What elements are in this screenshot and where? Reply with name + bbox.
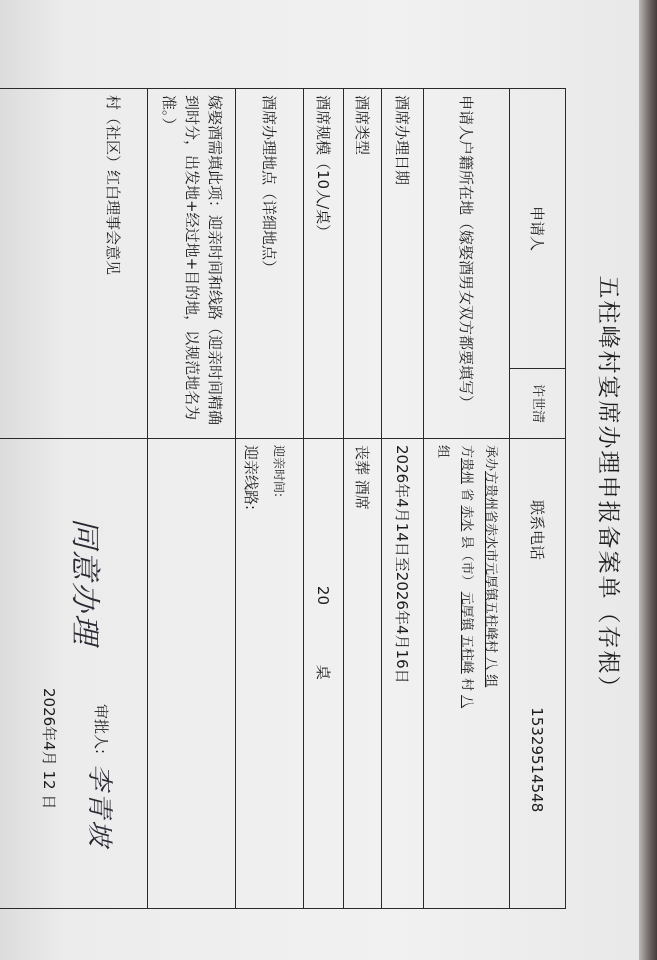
date-value: 2026年4月14日至2026年4月16日 [382, 439, 424, 909]
row-wedding [148, 89, 236, 909]
row-type [344, 89, 382, 909]
row-date [382, 89, 424, 909]
residence-city: 赤水 [459, 505, 475, 532]
label-residence: 申请人户籍所在地（嫁娶酒男女双方都要填写） [424, 89, 510, 439]
label-committee: 村（社区）红白理事会意见 [0, 89, 148, 439]
residence-group: 八 [459, 695, 475, 709]
phone-value: 15329514548 [528, 707, 547, 813]
residence-value: 承办方贵州省赤水市元厚镇五柱峰村 八 组 方贵州 省 赤水 县（市） 元厚镇 五柱峰 村 八 组 [424, 439, 510, 909]
label-type: 酒席类型 [344, 89, 382, 439]
type-value: 丧葬 酒席 [344, 439, 382, 909]
label-phone: 联系电话 [528, 499, 547, 560]
committee-signature: 同意办理 [67, 518, 102, 646]
location-value [236, 439, 304, 909]
approver-signature: 李青坡 [84, 764, 114, 849]
label-applicant: 申请人 [510, 89, 566, 369]
form-title: 五柱峰村宴席办理申报备案单（存根） [595, 275, 621, 701]
row-scale [304, 89, 344, 909]
scale-unit: 桌 [314, 664, 333, 680]
row-committee [0, 89, 148, 909]
residence-town: 元厚镇 [459, 591, 475, 631]
applicant-name: 许世清 [510, 369, 566, 439]
row-location [236, 89, 304, 909]
scan-edge [639, 0, 657, 960]
label-wedding: 嫁娶酒需填此项：迎亲时间和线路（迎亲时间精确到时分，出发地+经过地+目的地，以规范地名为准。） [148, 89, 236, 439]
residence-line-1: 方贵州省赤水市元厚镇五柱峰村 八 组 [483, 471, 499, 688]
row-residence [424, 89, 510, 909]
welcome-time-label: 迎亲时间: [272, 445, 287, 498]
residence-village: 五柱峰 [459, 634, 475, 674]
scale-number: 20 [314, 585, 333, 605]
label-date: 酒席办理日期 [382, 89, 424, 439]
residence-line-3: 组 [435, 445, 451, 459]
approver-label: 审批人: [92, 704, 110, 755]
welcome-route-label: 迎亲线路: [242, 445, 261, 511]
scale-value [304, 439, 344, 909]
phone-cell [510, 439, 566, 909]
residence-province: 贵州 [459, 458, 475, 485]
label-location: 酒席办理地点（详细地点） [236, 89, 304, 439]
label-scale: 酒席规模（10人/桌） [304, 89, 344, 439]
committee-opinion [0, 439, 148, 909]
row-applicant [510, 89, 566, 909]
approval-date: 2026年4月 12 日 [40, 688, 58, 810]
filing-form [28, 28, 628, 920]
